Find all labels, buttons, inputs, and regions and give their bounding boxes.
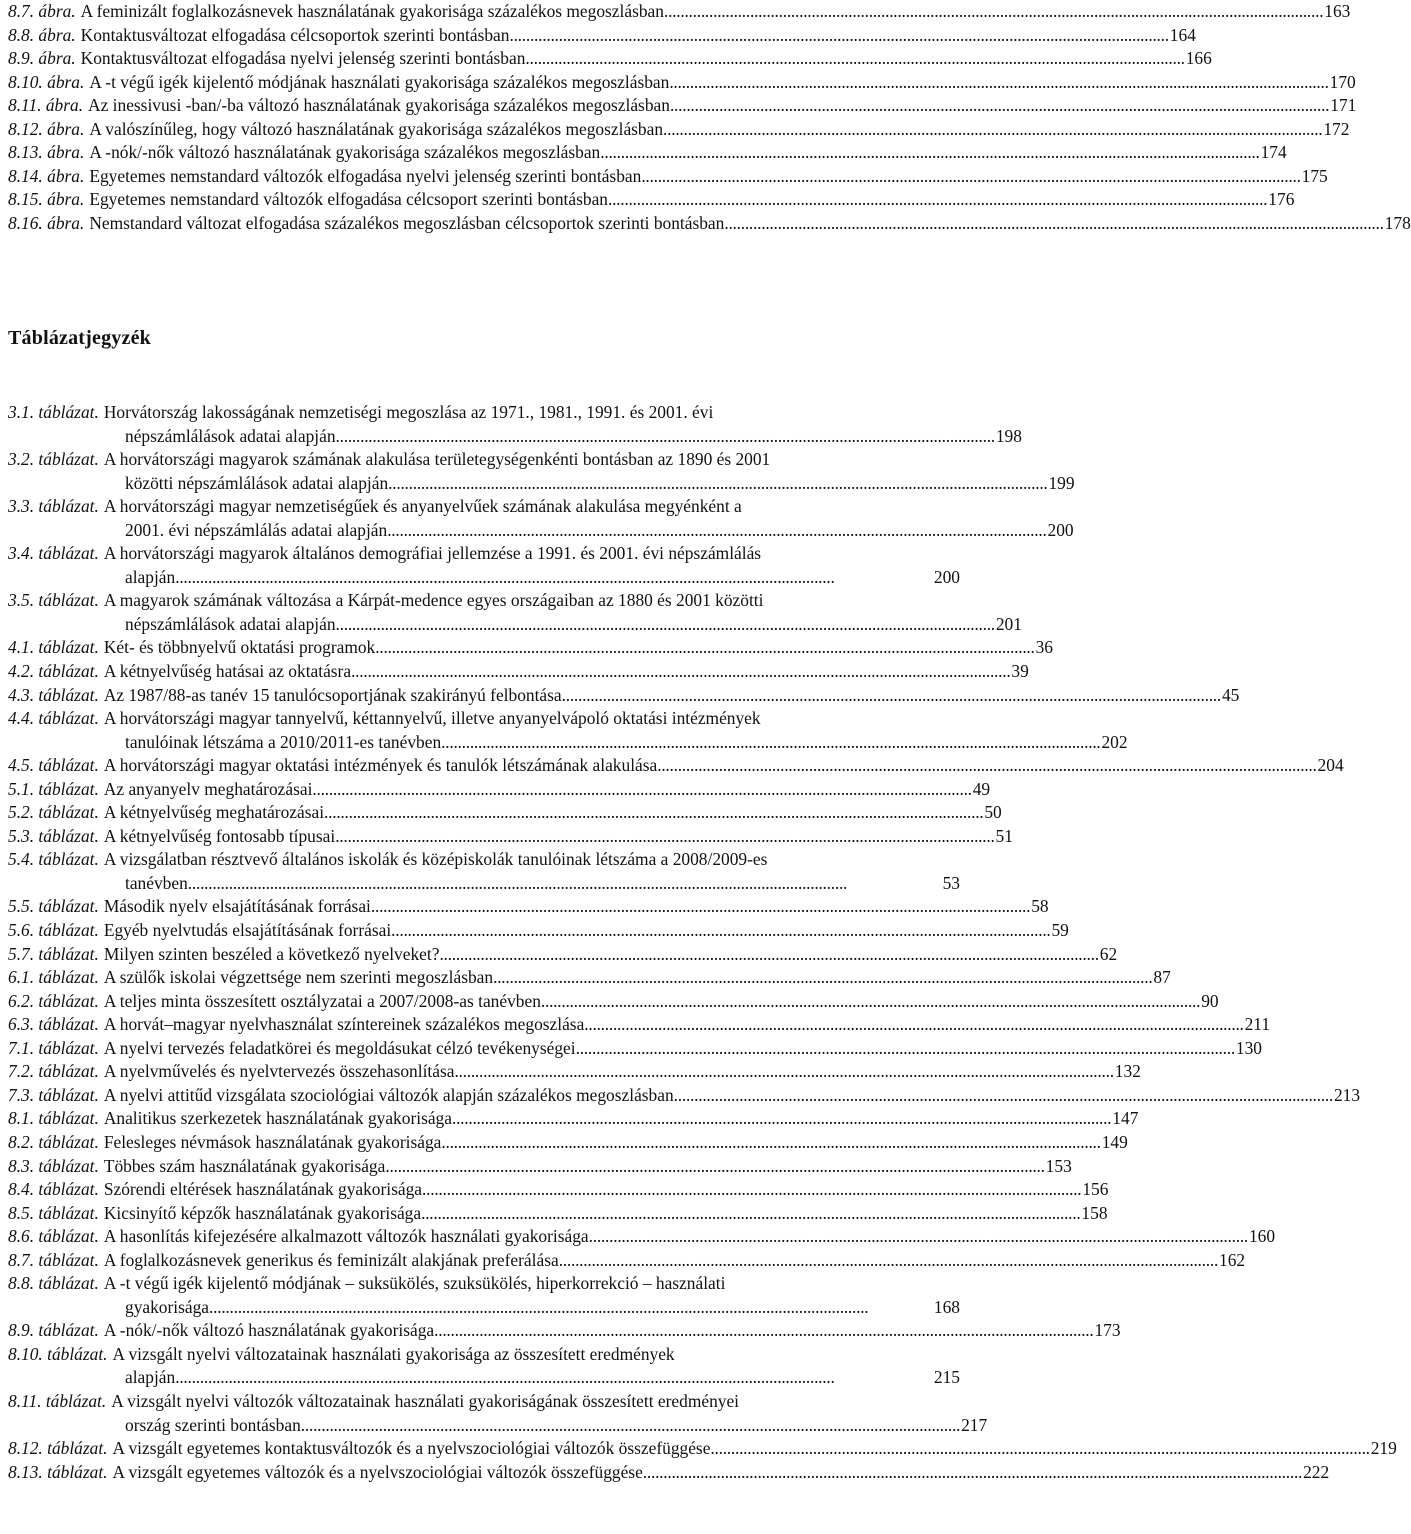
table-entry-line [8,1084,1361,1108]
entry-page-number[interactable]: 132 [1114,1061,1141,1082]
table-entry[interactable] [8,1461,1330,1485]
entry-title-continued: 2001. évi népszámlálás adatai alapján [125,519,388,540]
entry-page-number[interactable]: 168 [933,1296,960,1317]
dot-leader [525,47,1182,71]
entry-label: 3.2. táblázat. [8,449,99,470]
entry-page-number[interactable]: 62 [1099,943,1118,964]
dot-leader [452,1107,1109,1131]
entry-title: Egyetemes nemstandard változók elfogadása nyelvi jelenség szerinti bontásban [89,165,642,186]
table-entry-continuation [8,519,1074,543]
entry-page-number[interactable]: 202 [1101,731,1128,752]
table-entry[interactable] [8,401,1022,448]
entry-page-number[interactable]: 36 [1035,637,1053,658]
figure-entry-line [8,47,1212,71]
entry-label: 8.13. táblázat. [8,1461,108,1482]
entry-title: Az inessivusi -ban/-ba változó használatának gyakorisága százalékos megoszlásban [88,95,670,116]
entry-label: 4.4. táblázat. [8,708,99,729]
entry-page-number[interactable]: 58 [1031,896,1049,917]
entry-title: Az anyanyelv meghatározásai [103,778,313,799]
entry-label: 8.13. ábra. [8,142,85,163]
table-entry[interactable] [8,660,1029,684]
table-entry-continuation [8,872,960,896]
entry-title: Horvátország lakosságának nemzetiségi megoszlása az 1971., 1981., 1991. és 2001. évi [103,402,714,422]
entry-page-number[interactable]: 204 [1317,755,1344,776]
entry-label: 8.9. táblázat. [8,1320,99,1341]
figure-entry-line [8,141,1287,165]
table-entry[interactable] [8,1155,1072,1179]
dot-leader [509,24,1166,48]
entry-label: 5.4. táblázat. [8,849,99,870]
entry-label: 8.8. táblázat. [8,1273,99,1294]
table-entry-line [8,1013,1271,1037]
entry-label: 3.1. táblázat. [8,402,99,422]
entry-label: 8.8. ábra. [8,24,76,45]
dot-leader [336,613,993,637]
entry-title: A kétnyelvűség hatásai az oktatásra [103,661,352,682]
entry-page-number[interactable]: 200 [933,566,960,587]
entry-title: Analitikus szerkezetek használatának gyakorisága [103,1108,452,1129]
entry-label: 8.7. táblázat. [8,1249,99,1270]
entry-label: 4.1. táblázat. [8,637,99,658]
entry-page-number[interactable]: 171 [1330,95,1357,116]
entry-label: 3.3. táblázat. [8,496,99,517]
table-entry-line [8,990,1219,1014]
table-entry[interactable] [8,1272,960,1319]
table-entry-line [8,1437,1397,1461]
entry-page-number[interactable]: 49 [972,778,991,799]
entry-title: A horvátországi magyar nemzetiségűek és anyanyelvűek számának alakulása megyénként a [103,496,742,517]
entry-title-continued: tanévben [125,872,188,893]
entry-page-number[interactable]: 90 [1201,990,1219,1011]
table-entry-line [8,754,1344,778]
entry-page-number[interactable]: 198 [995,425,1022,446]
entry-title: A vizsgált egyetemes kontaktusváltozók és a nyelvszociológiai változók összefüggése [112,1438,711,1459]
table-entry-line [8,1037,1262,1061]
dot-leader [608,188,1265,212]
dot-leader [385,1155,1042,1179]
entry-title: Két- és többnyelvű oktatási programok [103,637,376,658]
entry-label: 8.16. ábra. [8,212,85,233]
entry-label: 8.4. táblázat. [8,1179,99,1200]
entry-page-number[interactable]: 130 [1235,1037,1262,1058]
dot-leader [493,966,1150,990]
entry-title: A horvátországi magyarok számának alakulása területegységenkénti bontásban az 1890 és 2001 [103,449,771,470]
table-entry-continuation [8,1414,988,1438]
dot-leader [387,519,1044,543]
entry-label: 5.7. táblázat. [8,943,99,964]
entry-label: 4.5. táblázat. [8,755,99,776]
table-entry[interactable] [8,542,960,589]
table-entry-line [8,943,1118,967]
figure-entry-line [8,188,1295,212]
table-entry[interactable] [8,684,1240,708]
table-entry[interactable] [8,1343,960,1390]
figure-entry[interactable] [8,118,1350,142]
table-entry-line [8,1225,1276,1249]
entry-page-number[interactable]: 162 [1219,1249,1246,1270]
entry-page-number[interactable]: 211 [1244,1014,1271,1035]
table-entry[interactable] [8,1131,1128,1155]
table-entry-line [8,1131,1128,1155]
table-entry-line [8,919,1069,943]
figure-entry[interactable] [8,24,1196,48]
entry-label: 5.2. táblázat. [8,802,99,823]
dot-leader [584,1013,1241,1037]
dot-leader [669,71,1326,95]
dot-leader [324,801,981,825]
table-entry[interactable] [8,801,1002,825]
entry-title: A -nók/-nők változó használatának gyakorisága százalékos megoszlásban [89,142,601,163]
table-entry-line [8,1390,960,1414]
entry-label: 8.6. táblázat. [8,1226,99,1247]
entry-page-number[interactable]: 201 [995,613,1022,634]
entry-page-number[interactable]: 219 [1370,1438,1397,1459]
table-entry[interactable] [8,1202,1108,1226]
entry-page-number[interactable]: 170 [1329,71,1356,92]
table-entry[interactable] [8,778,991,802]
entry-title: Kontaktusváltozat elfogadása nyelvi jelenség szerinti bontásban [80,48,526,69]
table-entry[interactable] [8,825,1013,849]
table-entry-continuation [8,1366,960,1390]
dot-leader [441,1131,1098,1155]
table-entry-line [8,966,1171,990]
entry-label: 8.14. ábra. [8,165,85,186]
dot-leader [589,1225,1246,1249]
dot-leader [391,919,1048,943]
table-entry[interactable] [8,919,1069,943]
entry-title: A -t végű igék kijelentő módjának – suksükölés, szuksükölés, hiperkorrekció – használati [103,1273,726,1294]
dot-leader [335,825,992,849]
table-entry-line [8,1461,1330,1485]
figure-entry[interactable] [8,188,1295,212]
table-entry[interactable] [8,707,1128,754]
table-entry[interactable] [8,1319,1121,1343]
entry-label: 4.3. táblázat. [8,684,99,705]
figure-entry[interactable] [8,71,1356,95]
entry-title-continued: alapján [125,566,176,587]
table-entry-line [8,1272,960,1296]
entry-label: 4.2. táblázat. [8,661,99,682]
entry-title: Milyen szinten beszéled a következő nyelveket? [103,943,440,964]
dot-leader [351,660,1008,684]
entry-title-continued: népszámlálások adatai alapján [125,425,336,446]
table-entry[interactable] [8,1390,988,1437]
entry-label: 8.10. ábra. [8,71,85,92]
entry-label: 5.5. táblázat. [8,896,99,917]
table-list [8,401,1397,1484]
table-entry[interactable] [8,895,1049,919]
entry-title: A teljes minta összesített osztályzatai a 2007/2008-as tanévben [103,990,541,1011]
entry-title: Egyetemes nemstandard változók elfogadása célcsoport szerinti bontásban [89,189,608,210]
entry-title: A vizsgált nyelvi változók változatainak használati gyakoriságának összesített eredményei [111,1390,740,1411]
entry-page-number[interactable]: 39 [1011,661,1029,682]
dot-leader [663,118,1320,142]
entry-title: Második nyelv elsajátításának forrásai [103,896,371,917]
entry-label: 8.11. ábra. [8,95,84,116]
entry-page-number[interactable]: 50 [984,802,1002,823]
table-entry-line [8,684,1240,708]
figure-entry[interactable] [8,0,1351,24]
table-entry[interactable] [8,1225,1276,1249]
entry-title-continued: közötti népszámlálások adatai alapján [125,472,389,493]
dot-leader [209,1296,931,1320]
table-entry-line [8,1319,1121,1343]
entry-title: Az 1987/88-as tanév 15 tanulócsoportjának szakirányú felbontása [103,684,562,705]
figure-entry[interactable] [8,165,1328,189]
entry-page-number[interactable]: 200 [1047,519,1074,540]
table-entry-continuation [8,1296,960,1320]
table-entry-line [8,825,1013,849]
entry-page-number[interactable]: 53 [942,872,960,893]
dot-leader [576,1037,1233,1061]
dot-leader [541,990,1198,1014]
figure-list [8,0,1411,235]
entry-title-continued: tanulóinak létszáma a 2010/2011-es tanévben [125,731,442,752]
entry-label: 6.1. táblázat. [8,967,99,988]
entry-page-number[interactable]: 51 [995,825,1013,846]
entry-label: 5.6. táblázat. [8,920,99,941]
dot-leader [421,1202,1078,1226]
table-entry-line [8,1107,1139,1131]
table-entry-continuation [8,472,1075,496]
entry-title: A szülők iskolai végzettsége nem szerinti megoszlásban [103,967,494,988]
entry-title: A nyelvművelés és nyelvtervezés összehasonlítása [103,1061,455,1082]
table-entry-continuation [8,613,1022,637]
table-entry-line [8,1178,1109,1202]
entry-title: Nemstandard változat elfogadása százalékos megoszlásban célcsoportok szerinti bontásban [89,212,725,233]
entry-title: Egyéb nyelvtudás elsajátításának forrásai [103,920,392,941]
table-entry[interactable] [8,495,1074,542]
figure-entry-line [8,94,1357,118]
entry-title-continued: gyakorisága [125,1296,210,1317]
dot-leader [724,212,1381,236]
table-entry-continuation [8,731,1128,755]
dot-leader [388,472,1045,496]
entry-page-number[interactable]: 215 [933,1367,960,1388]
entry-title-continued: alapján [125,1367,176,1388]
table-entry[interactable] [8,1107,1139,1131]
table-list-heading: Táblázatjegyzék [8,327,151,349]
entry-label: 8.11. táblázat. [8,1390,107,1411]
entry-label: 3.4. táblázat. [8,543,99,564]
entry-title: A horvát–magyar nyelvhasználat színtereinek százalékos megoszlása [103,1014,585,1035]
entry-label: 7.1. táblázat. [8,1037,99,1058]
dot-leader [371,895,1028,919]
dot-leader [562,684,1219,708]
table-entry-line [8,1060,1141,1084]
entry-page-number[interactable]: 156 [1082,1179,1109,1200]
table-entry[interactable] [8,1084,1361,1108]
table-entry[interactable] [8,589,1022,636]
entry-page-number[interactable]: 172 [1323,118,1350,139]
entry-title: A vizsgált nyelvi változatainak használati gyakorisága az összesített eredmények [112,1343,675,1364]
entry-label: 8.12. ábra. [8,118,85,139]
table-entry-line [8,1249,1246,1273]
entry-title: Kicsinyítő képzők használatának gyakorisága [103,1202,422,1223]
table-entry[interactable] [8,1060,1141,1084]
entry-title: A horvátországi magyar oktatási intézmények és tanulók létszámának alakulása [103,755,658,776]
entry-title: A feminizált foglalkozásnevek használatának gyakorisága százalékos megoszlásban [80,1,664,21]
entry-title-continued: ország szerinti bontásban [125,1414,301,1435]
entry-title: A vizsgált egyetemes változók és a nyelvszociológiai változók összefüggése [112,1461,643,1482]
entry-title: A -t végű igék kijelentő módjának használati gyakorisága százalékos megoszlásban [89,71,670,92]
figure-entry[interactable] [8,47,1212,71]
entry-label: 6.2. táblázat. [8,990,99,1011]
dot-leader [175,566,931,590]
table-entry-line [8,1202,1108,1226]
entry-page-number[interactable]: 59 [1051,920,1069,941]
table-entry[interactable] [8,848,960,895]
table-entry[interactable] [8,943,1118,967]
dot-leader [375,636,1032,660]
table-entry-line [8,848,960,872]
entry-title: A kétnyelvűség fontosabb típusai [103,825,336,846]
dot-leader [674,1084,1331,1108]
entry-title: Felesleges névmások használatának gyakorisága [103,1131,442,1152]
entry-label: 6.3. táblázat. [8,1014,99,1035]
table-entry-line [8,542,960,566]
dot-leader [643,1461,1300,1485]
table-entry[interactable] [8,448,1075,495]
entry-title: A foglalkozásnevek generikus és feminizált alakjának preferálása [103,1249,559,1270]
figure-entry-line [8,165,1328,189]
dot-leader [188,872,940,896]
dot-leader [336,425,993,449]
table-entry-continuation [8,566,960,590]
entry-label: 7.3. táblázat. [8,1084,99,1105]
entry-page-number[interactable]: 153 [1045,1155,1072,1176]
entry-title: A horvátországi magyar tannyelvű, kéttannyelvű, illetve anyanyelvápoló oktatási intézmények [103,708,761,729]
dot-leader [559,1249,1216,1273]
entry-title: Többes szám használatának gyakorisága [103,1155,386,1176]
entry-title: Kontaktusváltozat elfogadása célcsoportok szerinti bontásban [80,24,510,45]
figure-entry-line [8,0,1351,24]
table-entry-line [8,1155,1072,1179]
entry-page-number[interactable]: 149 [1101,1131,1128,1152]
entry-page-number[interactable]: 174 [1260,142,1287,163]
entry-title: A valószínűleg, hogy változó használatának gyakorisága százalékos megoszlásban [89,118,664,139]
entry-label: 8.3. táblázat. [8,1155,99,1176]
table-entry-line [8,1343,960,1367]
entry-label: 8.7. ábra. [8,1,76,21]
table-entry-line [8,895,1049,919]
table-entry[interactable] [8,1437,1397,1461]
entry-page-number[interactable]: 213 [1333,1084,1361,1105]
entry-label: 8.15. ábra. [8,189,85,210]
entry-page-number[interactable]: 199 [1048,472,1075,493]
entry-title: A kétnyelvűség meghatározásai [103,802,325,823]
entry-page-number[interactable]: 160 [1248,1226,1276,1247]
dot-leader [301,1414,958,1438]
table-entry[interactable] [8,1178,1109,1202]
dot-leader [422,1178,1079,1202]
table-entry-line [8,707,960,731]
entry-label: 3.5. táblázat. [8,590,99,611]
table-entry-line [8,636,1053,660]
dot-leader [434,1319,1091,1343]
entry-page-number[interactable]: 158 [1081,1202,1108,1223]
entry-label: 8.12. táblázat. [8,1438,108,1459]
table-entry[interactable] [8,990,1219,1014]
table-entry[interactable] [8,1249,1246,1273]
entry-label: 5.1. táblázat. [8,778,99,799]
entry-title-continued: népszámlálások adatai alapján [125,613,336,634]
dot-leader [657,754,1314,778]
table-entry-line [8,495,960,519]
table-entry-line [8,801,1002,825]
entry-title: A horvátországi magyarok általános demográfiai jellemzése a 1991. és 2001. évi népszámlálás [103,543,762,564]
table-entry-line [8,778,991,802]
entry-page-number[interactable]: 164 [1169,24,1196,45]
entry-title: Szórendi eltérések használatának gyakorisága [103,1179,423,1200]
figure-entry[interactable] [8,212,1411,236]
figure-entry-line [8,118,1350,142]
entry-label: 8.9. ábra. [8,48,76,69]
dot-leader [670,94,1327,118]
entry-page-number[interactable]: 45 [1221,684,1240,705]
entry-label: 5.3. táblázat. [8,825,99,846]
table-entry[interactable] [8,1013,1271,1037]
entry-label: 7.2. táblázat. [8,1061,99,1082]
table-entry-line [8,448,960,472]
entry-label: 8.1. táblázat. [8,1108,99,1129]
entry-page-number[interactable]: 178 [1384,212,1411,233]
entry-title: A vizsgálatban résztvevő általános iskolák és középiskolák tanulóinak létszáma a 2008/2009-es [103,849,768,870]
figure-entry-line [8,212,1411,236]
entry-label: 8.10. táblázat. [8,1343,108,1364]
entry-label: 8.5. táblázat. [8,1202,99,1223]
dot-leader [664,0,1321,24]
entry-page-number[interactable]: 147 [1112,1108,1139,1129]
table-entry-line [8,589,960,613]
dot-leader [454,1060,1111,1084]
entry-title: A nyelvi tervezés feladatkörei és megoldásukat célzó tevékenységei [103,1037,576,1058]
entry-title: A nyelvi attitűd vizsgálata szociológiai változók alapján százalékos megoszlásban [103,1084,674,1105]
figure-entry-line [8,24,1196,48]
table-entry[interactable] [8,1037,1262,1061]
table-entry[interactable] [8,754,1344,778]
table-entry-continuation [8,425,1022,449]
entry-page-number[interactable]: 217 [961,1414,988,1435]
entry-title: A -nók/-nők változó használatának gyakorisága [103,1320,435,1341]
entry-title: A magyarok számának változása a Kárpát-medence egyes országaiban az 1880 és 2001 közötti [103,590,764,611]
entry-page-number[interactable]: 163 [1324,1,1351,21]
figure-entry[interactable] [8,141,1287,165]
dot-leader [175,1366,931,1390]
figure-entry-line [8,71,1356,95]
entry-title: A hasonlítás kifejezésére alkalmazott változók használati gyakorisága [103,1226,589,1247]
table-entry-line [8,401,960,425]
table-entry-line [8,660,1029,684]
entry-page-number[interactable]: 222 [1303,1461,1330,1482]
entry-page-number[interactable]: 175 [1301,165,1328,186]
dot-leader [441,731,1098,755]
dot-leader [641,165,1298,189]
dot-leader [600,141,1257,165]
entry-page-number[interactable]: 87 [1153,967,1171,988]
figure-entry[interactable] [8,94,1357,118]
entry-page-number[interactable]: 173 [1094,1320,1121,1341]
dot-leader [439,943,1096,967]
entry-label: 8.2. táblázat. [8,1131,99,1152]
entry-page-number[interactable]: 166 [1185,48,1212,69]
dot-leader [710,1437,1367,1461]
entry-page-number[interactable]: 176 [1268,189,1295,210]
table-entry[interactable] [8,966,1171,990]
table-entry[interactable] [8,636,1053,660]
dot-leader [312,778,969,802]
